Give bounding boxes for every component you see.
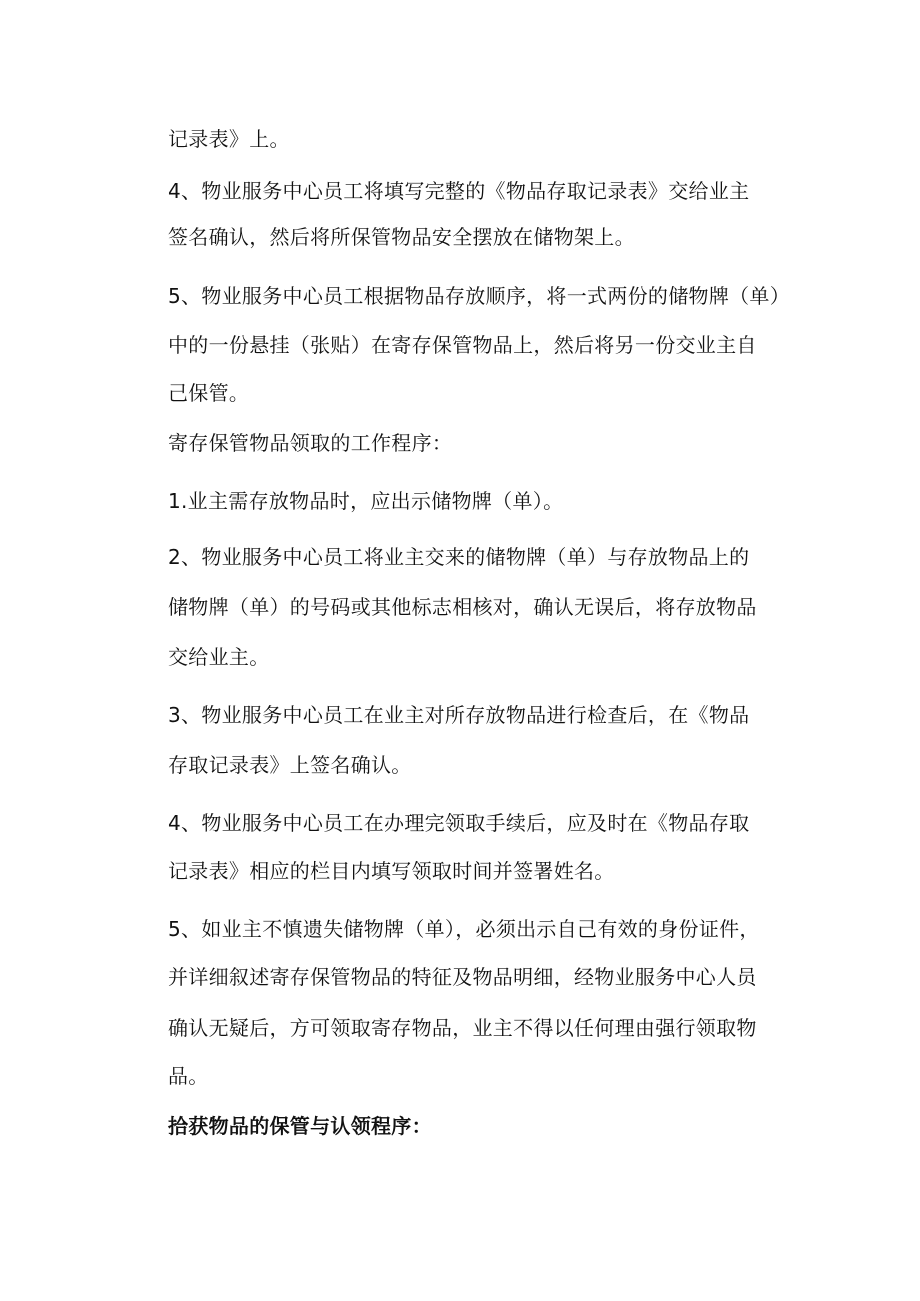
paragraph-line: 2、物业服务中心员工将业主交来的储物牌（单）与存放物品上的	[168, 545, 750, 569]
paragraph-line: 记录表》相应的栏目内填写领取时间并签署姓名。	[168, 859, 615, 883]
paragraph-line: 4、物业服务中心员工将填写完整的《物品存取记录表》交给业主	[168, 179, 750, 203]
paragraph-line: 4、物业服务中心员工在办理完领取手续后，应及时在《物品存取	[168, 811, 750, 835]
paragraph-line: 5、如业主不慎遗失储物牌（单），必须出示自己有效的身份证件，	[168, 917, 760, 941]
paragraph-line: 储物牌（单）的号码或其他标志相核对，确认无误后，将存放物品	[168, 595, 757, 619]
paragraph-line: 确认无疑后，方可领取寄存物品，业主不得以任何理由强行领取物	[168, 1016, 757, 1040]
paragraph-line: 交给业主。	[168, 645, 270, 669]
paragraph-line: 记录表》上。	[168, 127, 290, 151]
paragraph-line: 签名确认，然后将所保管物品安全摆放在储物架上。	[168, 225, 635, 249]
paragraph-line: 3、物业服务中心员工在业主对所存放物品进行检查后，在《物品	[168, 703, 750, 727]
paragraph-line: 1.业主需存放物品时，应出示储物牌（单）。	[168, 489, 564, 513]
section-heading: 拾获物品的保管与认领程序：	[168, 1114, 432, 1138]
section-heading: 寄存保管物品领取的工作程序：	[168, 431, 453, 455]
paragraph-line: 5、物业服务中心员工根据物品存放顺序，将一式两份的储物牌（单）	[168, 284, 791, 308]
paragraph-line: 并详细叙述寄存保管物品的特征及物品明细，经物业服务中心人员	[168, 965, 757, 989]
paragraph-line: 品。	[168, 1064, 209, 1088]
paragraph-line: 存取记录表》上签名确认。	[168, 753, 412, 777]
paragraph-line: 中的一份悬挂（张贴）在寄存保管物品上，然后将另一份交业主自	[168, 333, 757, 357]
paragraph-line: 己保管。	[168, 381, 250, 405]
